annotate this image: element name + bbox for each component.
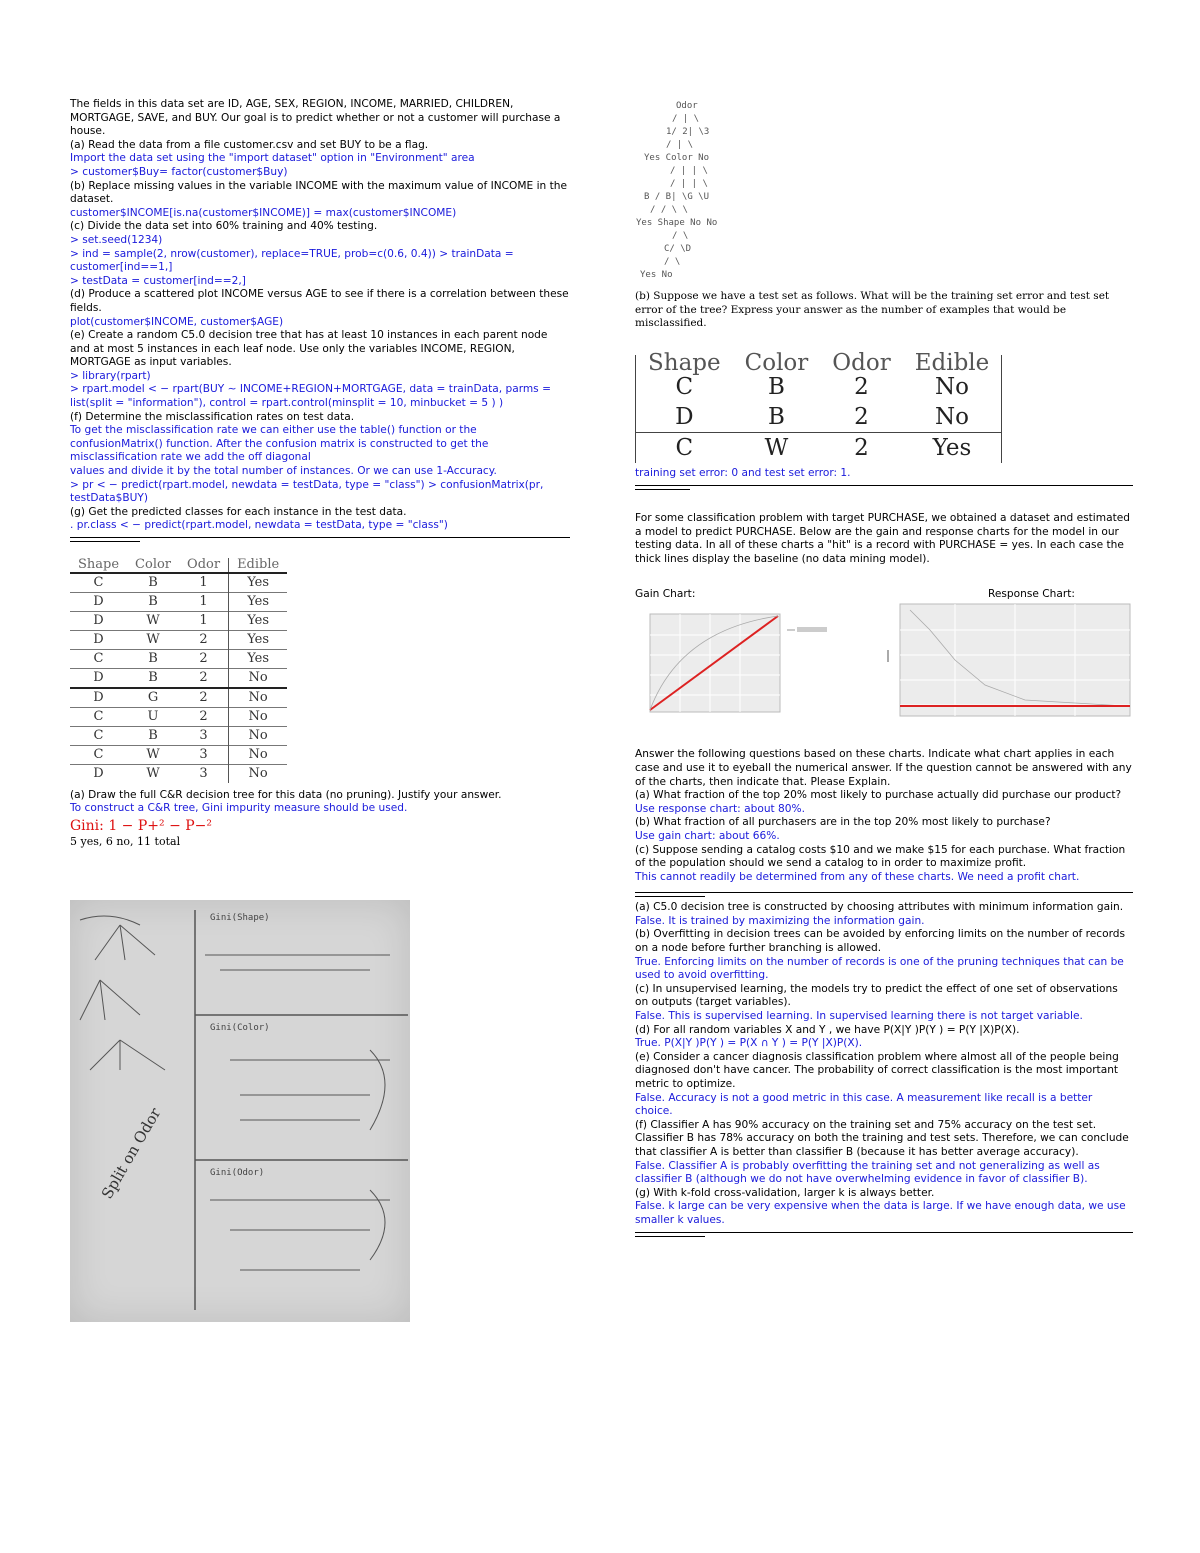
- answer-c-1: > set.seed(1234): [70, 233, 163, 246]
- table-row: [70, 764, 287, 783]
- table-row: [70, 668, 287, 688]
- answer-d: plot(customer$INCOME, customer$AGE): [70, 315, 284, 328]
- chart-answer-b: Use gain chart: about 66%.: [635, 829, 780, 842]
- table-header: Odor: [187, 557, 221, 572]
- tree-line: Odor: [676, 101, 698, 111]
- test-table-row: [636, 402, 1002, 433]
- test-table-cell: B: [768, 404, 785, 431]
- table-row: [70, 745, 287, 764]
- test-table-cell: W: [733, 433, 821, 464]
- tree-line: C/ \D: [664, 244, 692, 254]
- question-d: (d) Produce a scattered plot INCOME versus AGE to see if there is a correlation between these fields.: [70, 288, 569, 314]
- test-table-cell: C: [636, 372, 733, 402]
- divider: [70, 537, 570, 538]
- test-table-row: [636, 433, 1002, 464]
- table-cell: B: [127, 668, 179, 688]
- question-2a: (a) Draw the full C&R decision tree for this data (no pruning). Justify your answer.: [70, 788, 502, 801]
- table-cell: G: [127, 688, 179, 708]
- table-row: [70, 573, 287, 593]
- tf-question-f: (f) Classifier A has 90% accuracy on the training set and 75% accuracy on the test set. Classifier B has 78% accuracy on both the training and test sets. Therefore, we can conclude that classifier A is better than classifier B (because it has better average accuracy).: [635, 1118, 1129, 1158]
- table-header: Edible: [229, 558, 288, 573]
- note-gini-color: Gini(Color): [210, 1023, 270, 1033]
- table-cell: 2: [179, 668, 229, 688]
- table-cell: 1: [179, 592, 229, 611]
- table-cell: D: [70, 630, 127, 649]
- table-cell: No: [229, 707, 288, 726]
- test-table-row: [636, 372, 1002, 402]
- handwritten-notes-photo: [70, 900, 410, 1322]
- table-header: Shape: [78, 557, 120, 572]
- response-chart-label: Response Chart:: [988, 588, 1075, 601]
- mushroom-training-table: [70, 558, 287, 783]
- test-table-cell: No: [903, 402, 1002, 433]
- tree-line: / | | \: [670, 166, 708, 176]
- table-cell: D: [70, 688, 127, 708]
- table-cell: No: [229, 745, 288, 764]
- charts-question: Answer the following questions based on these charts. Indicate what chart applies in each case and use it to eyeball the numerical answer. If the question cannot be answered with any of the charts, then indicate that. Please Explain.: [635, 748, 1132, 788]
- question-b: (b) Replace missing values in the variable INCOME with the maximum value of INCOME in the dataset.: [70, 179, 567, 206]
- test-table-cell: 2: [820, 433, 902, 464]
- table-cell: 3: [179, 764, 229, 783]
- table-cell: Yes: [229, 592, 288, 611]
- test-table-cell: B: [768, 374, 785, 401]
- response-chart: [885, 600, 1135, 732]
- table-cell: 1: [179, 573, 229, 593]
- tree-line: / | \: [666, 140, 694, 150]
- answer-c-3: > testData = customer[ind==2,]: [70, 274, 246, 287]
- answer-g: . pr.class < − predict(rpart.model, newdata = testData, type = "class"): [70, 519, 448, 532]
- table-cell: C: [70, 745, 127, 764]
- table-cell: D: [70, 611, 127, 630]
- decision-tree-diagram: [636, 96, 746, 286]
- test-table-cell: Yes: [903, 433, 1002, 464]
- table-cell: Yes: [229, 649, 288, 668]
- note-gini-odor: Gini(Odor): [210, 1168, 265, 1178]
- table-cell: C: [70, 726, 127, 745]
- answer-f-1: To get the misclassification rate we can either use the table() function or the confusionMatrix() function. After the confusion matrix is constructed to get the misclassification rate we add the off diagonal: [70, 424, 489, 464]
- test-table-cell: D: [636, 402, 733, 433]
- question-f: (f) Determine the misclassification rates on test data.: [70, 410, 355, 423]
- chart-question-a: (a) What fraction of the top 20% most likely to purchase actually did purchase our product?: [635, 789, 1122, 802]
- question-test-set: (b) Suppose we have a test set as follows. What will be the training set error and test set error of the tree? Express your answer as the number of examples that would be misclassified.: [635, 290, 1110, 330]
- table-cell: W: [127, 630, 179, 649]
- tree-text-graphic: [636, 96, 756, 286]
- table-cell: 3: [179, 745, 229, 764]
- gini-formula: Gini: 1 − P+² − P−²: [70, 817, 213, 834]
- table-row: [70, 630, 287, 649]
- gain-chart-label: Gain Chart:: [635, 588, 696, 601]
- answer-e-2: > rpart.model < − rpart(BUY ∼ INCOME+REGION+MORTGAGE, data = trainData, parms = list(split = "information"), control = rpart.control(minsplit = 10, minbucket = 5 ) ): [70, 383, 551, 410]
- test-table-cell: C: [636, 433, 733, 464]
- table-cell: U: [127, 707, 179, 726]
- tf-question-c: (c) In unsupervised learning, the models try to predict the effect of one set of observations on outputs (target variables).: [635, 982, 1118, 1009]
- table-cell: Yes: [229, 630, 288, 649]
- table-cell: Yes: [229, 611, 288, 630]
- tree-line: Yes Shape No No: [636, 218, 718, 228]
- test-table-cell: 2: [854, 404, 869, 431]
- answer-c-2: > ind = sample(2, nrow(customer), replace=TRUE, prob=c(0.6, 0.4)) > trainData = customer[ind==1,]: [70, 247, 514, 274]
- question-a: (a) Read the data from a file customer.csv and set BUY to be a flag.: [70, 138, 429, 151]
- right-column: [635, 290, 1133, 1237]
- divider: [635, 1232, 1133, 1233]
- question-c: (c) Divide the data set into 60% training and 40% testing.: [70, 220, 378, 233]
- test-table-cell: 2: [854, 374, 869, 401]
- chart-question-c: (c) Suppose sending a catalog costs $10 and we make $15 for each purchase. What fraction of the population should we send a catalog to in order to maximize profit.: [635, 843, 1126, 870]
- totals-text: 5 yes, 6 no, 11 total: [70, 835, 181, 849]
- answer-test-set: training set error: 0 and test set error: 1.: [635, 467, 851, 480]
- table-cell: No: [229, 668, 288, 688]
- tf-answer-g: False. k large can be very expensive when the data is large. If we have enough data, we use smaller k values.: [635, 1200, 1126, 1226]
- question-g: (g) Get the predicted classes for each instance in the test data.: [70, 505, 407, 518]
- tf-answer-f: False. Classifier A is probably overfitting the training set and not generalizing as well as classifier B (although we do not have overwhelming evidence in favor of classifier B).: [635, 1159, 1100, 1186]
- table-cell: B: [127, 592, 179, 611]
- table-row: [70, 611, 287, 630]
- table-cell: B: [127, 649, 179, 668]
- answer-e-1: > library(rpart): [70, 369, 151, 382]
- chart-answer-c: This cannot readily be determined from any of these charts. We need a profit chart.: [635, 870, 1080, 883]
- tree-line: / | | \: [670, 179, 708, 189]
- table-header: Color: [135, 557, 172, 572]
- tf-answer-b: True. Enforcing limits on the number of records is one of the pruning techniques that can be used to avoid overfitting.: [635, 955, 1124, 982]
- table-cell: C: [70, 573, 127, 593]
- test-table-cell: No: [903, 372, 1002, 402]
- tf-answer-d: True. P(X|Y )P(Y ) = P(X ∩ Y ) = P(Y |X)P(X).: [635, 1037, 863, 1050]
- table-cell: 2: [179, 688, 229, 708]
- table-cell: No: [229, 726, 288, 745]
- test-table-header: Color: [744, 349, 809, 376]
- table-cell: C: [70, 707, 127, 726]
- tf-answer-a: False. It is trained by maximizing the information gain.: [635, 914, 925, 927]
- test-table-header: Edible: [903, 355, 1002, 373]
- purchase-intro: For some classification problem with target PURCHASE, we obtained a dataset and estimated a model to predict PURCHASE. Below are the gain and response charts for the model in our testing data. In all of these charts a "hit" is a record with PURCHASE = yes. In each case the thick lines display the baseline (no data mining model).: [635, 511, 1130, 565]
- table-cell: B: [127, 726, 179, 745]
- divider: [635, 485, 1133, 486]
- charts-area: [635, 588, 1133, 748]
- tree-line: / / \ \: [650, 205, 688, 215]
- table-cell: W: [127, 745, 179, 764]
- table-row: [70, 649, 287, 668]
- chart-question-b: (b) What fraction of all purchasers are in the top 20% most likely to purchase?: [635, 816, 1051, 829]
- table-cell: B: [127, 573, 179, 593]
- divider-short: [70, 541, 140, 542]
- tf-question-a: (a) C5.0 decision tree is constructed by choosing attributes with minimum information gain.: [635, 901, 1124, 914]
- divider-short: [635, 896, 705, 897]
- tree-line: Yes No: [640, 270, 673, 280]
- divider: [635, 892, 1133, 893]
- tree-line: / | \: [672, 114, 700, 124]
- table-row: [70, 707, 287, 726]
- table-cell: W: [127, 764, 179, 783]
- tf-question-b: (b) Overfitting in decision trees can be avoided by enforcing limits on the number of records on a node before further branching is allowed.: [635, 928, 1126, 955]
- answer-f-2: values and divide it by the total number of instances. Or we can use 1-Accuracy.: [70, 465, 497, 478]
- intro-text: The fields in this data set are ID, AGE, SEX, REGION, INCOME, MARRIED, CHILDREN, MORTGAGE, SAVE, and BUY. Our goal is to predict whether or not a customer will purchase a house.: [70, 98, 561, 138]
- divider-short: [635, 489, 690, 490]
- answer-a-1: Import the data set using the "import dataset" option in "Environment" area: [70, 152, 475, 165]
- tree-line: Yes Color No: [644, 153, 710, 163]
- tree-line: / \: [664, 257, 681, 267]
- tree-line: 1/ 2| \3: [666, 127, 710, 137]
- answer-2a: To construct a C&R tree, Gini impurity measure should be used.: [70, 802, 408, 815]
- note-gini-shape: Gini(Shape): [210, 913, 270, 923]
- tree-line: / \: [672, 231, 689, 241]
- answer-a-2: > customer$Buy= factor(customer$Buy): [70, 165, 288, 178]
- divider-short: [635, 1236, 705, 1237]
- table-row: [70, 726, 287, 745]
- answer-b: customer$INCOME[is.na(customer$INCOME)] = max(customer$INCOME): [70, 206, 457, 219]
- table-cell: 2: [179, 707, 229, 726]
- table-row: [70, 592, 287, 611]
- tf-answer-e: False. Accuracy is not a good metric in this case. A measurement like recall is a better choice.: [635, 1091, 1093, 1118]
- question-e: (e) Create a random C5.0 decision tree that has at least 10 instances in each parent node and at most 5 instances in each leaf node. Use only the variables INCOME, REGION, MORTGAGE as input variables.: [70, 329, 548, 369]
- table-cell: C: [70, 649, 127, 668]
- tf-question-e: (e) Consider a cancer diagnosis classification problem where almost all of the people being diagnosed don't have cancer. The probability of correct classification is the most important metric to optimize.: [635, 1050, 1119, 1090]
- tf-question-g: (g) With k-fold cross-validation, larger k is always better.: [635, 1186, 935, 1199]
- test-table-header: Odor: [832, 349, 891, 376]
- table-cell: 3: [179, 726, 229, 745]
- table-cell: 1: [179, 611, 229, 630]
- table-cell: D: [70, 592, 127, 611]
- left-column: [70, 98, 570, 849]
- table-cell: No: [229, 764, 288, 783]
- table-cell: 2: [179, 649, 229, 668]
- table-cell: D: [70, 668, 127, 688]
- table-cell: Yes: [229, 573, 288, 593]
- table-cell: No: [229, 688, 288, 708]
- test-table-header: Shape: [636, 355, 733, 373]
- tree-line: B / B| \G \U: [644, 192, 710, 202]
- handwriting-sketch: [70, 900, 410, 1322]
- table-cell: W: [127, 611, 179, 630]
- tf-question-d: (d) For all random variables X and Y , we have P(X|Y )P(Y ) = P(Y |X)P(X).: [635, 1023, 1020, 1036]
- note-split-on-odor: Split on Odor: [97, 1104, 165, 1202]
- test-set-table: [635, 349, 1002, 464]
- gain-chart: [635, 610, 840, 722]
- table-cell: D: [70, 764, 127, 783]
- table-cell: 2: [179, 630, 229, 649]
- table-row: [70, 688, 287, 708]
- answer-f-3: > pr < − predict(rpart.model, newdata = testData, type = "class") > confusionMatrix(pr, testData$BUY): [70, 478, 544, 505]
- tf-answer-c: False. This is supervised learning. In supervised learning there is not target variable.: [635, 1010, 1083, 1023]
- chart-answer-a: Use response chart: about 80%.: [635, 802, 805, 815]
